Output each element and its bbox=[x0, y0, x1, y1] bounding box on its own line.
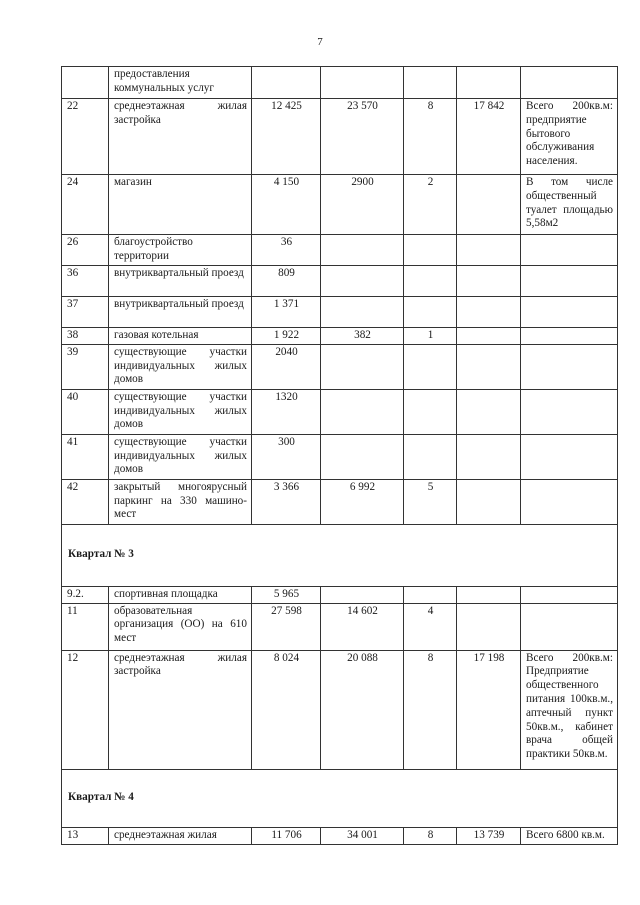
table-row bbox=[62, 328, 618, 345]
row-name-cell: внутриквартальный проезд bbox=[109, 266, 252, 297]
floors-cell: 4 bbox=[404, 603, 457, 650]
floors-cell: 8 bbox=[404, 827, 457, 844]
living-area-cell bbox=[457, 235, 521, 266]
row-number-cell: 39 bbox=[62, 344, 109, 389]
land-area-cell: 12 425 bbox=[252, 99, 321, 175]
land-area-cell bbox=[252, 67, 321, 99]
floor-area-cell: 6 992 bbox=[321, 479, 404, 524]
row-name-cell: магазин bbox=[109, 175, 252, 235]
living-area-cell bbox=[457, 603, 521, 650]
living-area-cell: 13 739 bbox=[457, 827, 521, 844]
floor-area-cell bbox=[321, 67, 404, 99]
floors-cell bbox=[404, 235, 457, 266]
row-number-cell: 24 bbox=[62, 175, 109, 235]
note-cell: Всего 200кв.м: предприятие бытового обслуживания населения. bbox=[521, 99, 618, 175]
floor-area-cell bbox=[321, 235, 404, 266]
floor-area-cell: 14 602 bbox=[321, 603, 404, 650]
row-number-cell: 41 bbox=[62, 434, 109, 479]
floors-cell bbox=[404, 434, 457, 479]
land-area-cell: 36 bbox=[252, 235, 321, 266]
floors-cell bbox=[404, 344, 457, 389]
row-number-cell: 26 bbox=[62, 235, 109, 266]
table-row bbox=[62, 827, 618, 844]
row-name-cell: предоставления коммунальных услуг bbox=[109, 67, 252, 99]
row-number-cell bbox=[62, 67, 109, 99]
note-cell: Всего 200кв.м: Предприятие общественного питания 100кв.м., аптечный пункт 50кв.м., кабинет врача общей практики 50кв.м. bbox=[521, 650, 618, 769]
living-area-cell: 17 198 bbox=[457, 650, 521, 769]
floor-area-cell bbox=[321, 389, 404, 434]
floor-area-cell: 20 088 bbox=[321, 650, 404, 769]
quarter-heading-row bbox=[62, 769, 618, 827]
note-cell bbox=[521, 603, 618, 650]
living-area-cell bbox=[457, 328, 521, 345]
row-number-cell: 22 bbox=[62, 99, 109, 175]
land-area-cell: 8 024 bbox=[252, 650, 321, 769]
table-row bbox=[62, 175, 618, 235]
row-number-cell: 13 bbox=[62, 827, 109, 844]
row-name-cell: существующие участки индивидуальных жилых домов bbox=[109, 389, 252, 434]
table-row bbox=[62, 344, 618, 389]
living-area-cell bbox=[457, 479, 521, 524]
table-row bbox=[62, 235, 618, 266]
page-number: 7 bbox=[317, 36, 323, 48]
land-area-cell: 5 965 bbox=[252, 586, 321, 603]
floor-area-cell: 2900 bbox=[321, 175, 404, 235]
land-area-cell: 4 150 bbox=[252, 175, 321, 235]
floors-cell bbox=[404, 266, 457, 297]
floors-cell: 2 bbox=[404, 175, 457, 235]
table-row bbox=[62, 586, 618, 603]
land-area-cell: 1320 bbox=[252, 389, 321, 434]
table-row bbox=[62, 67, 618, 99]
living-area-cell bbox=[457, 297, 521, 328]
living-area-cell bbox=[457, 67, 521, 99]
note-cell: В том числе общественный туалет площадью 5,58м2 bbox=[521, 175, 618, 235]
living-area-cell bbox=[457, 586, 521, 603]
land-area-cell: 11 706 bbox=[252, 827, 321, 844]
land-area-cell: 27 598 bbox=[252, 603, 321, 650]
row-name-cell: среднеэтажная жилая застройка bbox=[109, 650, 252, 769]
land-area-cell: 300 bbox=[252, 434, 321, 479]
table-row bbox=[62, 99, 618, 175]
note-cell bbox=[521, 235, 618, 266]
note-cell: Всего 6800 кв.м. bbox=[521, 827, 618, 844]
living-area-cell bbox=[457, 434, 521, 479]
floors-cell bbox=[404, 67, 457, 99]
row-name-cell: существующие участки индивидуальных жилых домов bbox=[109, 344, 252, 389]
row-number-cell: 36 bbox=[62, 266, 109, 297]
quarter-heading: Квартал № 3 bbox=[62, 524, 618, 586]
row-name-cell: газовая котельная bbox=[109, 328, 252, 345]
floors-cell: 8 bbox=[404, 650, 457, 769]
floors-cell: 5 bbox=[404, 479, 457, 524]
table-row bbox=[62, 266, 618, 297]
living-area-cell bbox=[457, 344, 521, 389]
land-area-cell: 809 bbox=[252, 266, 321, 297]
note-cell bbox=[521, 266, 618, 297]
land-area-cell: 1 371 bbox=[252, 297, 321, 328]
floor-area-cell: 382 bbox=[321, 328, 404, 345]
land-area-cell: 2040 bbox=[252, 344, 321, 389]
table-row bbox=[62, 297, 618, 328]
table-row bbox=[62, 650, 618, 769]
floors-cell bbox=[404, 389, 457, 434]
floor-area-cell: 23 570 bbox=[321, 99, 404, 175]
row-number-cell: 40 bbox=[62, 389, 109, 434]
row-name-cell: закрытый многоярусный паркинг на 330 машино-мест bbox=[109, 479, 252, 524]
row-name-cell: спортивная площадка bbox=[109, 586, 252, 603]
note-cell bbox=[521, 328, 618, 345]
row-name-cell: среднеэтажная жилая застройка bbox=[109, 99, 252, 175]
living-area-cell bbox=[457, 389, 521, 434]
row-number-cell: 11 bbox=[62, 603, 109, 650]
floors-cell: 1 bbox=[404, 328, 457, 345]
living-area-cell: 17 842 bbox=[457, 99, 521, 175]
land-area-cell: 3 366 bbox=[252, 479, 321, 524]
floor-area-cell bbox=[321, 344, 404, 389]
land-area-cell: 1 922 bbox=[252, 328, 321, 345]
row-number-cell: 37 bbox=[62, 297, 109, 328]
note-cell bbox=[521, 586, 618, 603]
note-cell bbox=[521, 389, 618, 434]
row-name-cell: среднеэтажная жилая bbox=[109, 827, 252, 844]
floor-area-cell bbox=[321, 434, 404, 479]
floor-area-cell bbox=[321, 297, 404, 328]
quarter-heading-row bbox=[62, 524, 618, 586]
table-row bbox=[62, 434, 618, 479]
row-number-cell: 9.2. bbox=[62, 586, 109, 603]
note-cell bbox=[521, 344, 618, 389]
floors-cell bbox=[404, 297, 457, 328]
table-row bbox=[62, 479, 618, 524]
note-cell bbox=[521, 479, 618, 524]
living-area-cell bbox=[457, 266, 521, 297]
floor-area-cell bbox=[321, 266, 404, 297]
row-number-cell: 38 bbox=[62, 328, 109, 345]
row-name-cell: существующие участки индивидуальных жилых домов bbox=[109, 434, 252, 479]
quarter-heading: Квартал № 4 bbox=[62, 769, 618, 827]
floors-cell: 8 bbox=[404, 99, 457, 175]
note-cell bbox=[521, 67, 618, 99]
living-area-cell bbox=[457, 175, 521, 235]
note-cell bbox=[521, 434, 618, 479]
row-number-cell: 12 bbox=[62, 650, 109, 769]
table-row bbox=[62, 603, 618, 650]
floors-cell bbox=[404, 586, 457, 603]
row-number-cell: 42 bbox=[62, 479, 109, 524]
planning-table bbox=[61, 66, 618, 845]
row-name-cell: образовательная организация (ОО) на 610 мест bbox=[109, 603, 252, 650]
table-row bbox=[62, 389, 618, 434]
floor-area-cell: 34 001 bbox=[321, 827, 404, 844]
row-name-cell: благоустройство территории bbox=[109, 235, 252, 266]
note-cell bbox=[521, 297, 618, 328]
row-name-cell: внутриквартальный проезд bbox=[109, 297, 252, 328]
floor-area-cell bbox=[321, 586, 404, 603]
